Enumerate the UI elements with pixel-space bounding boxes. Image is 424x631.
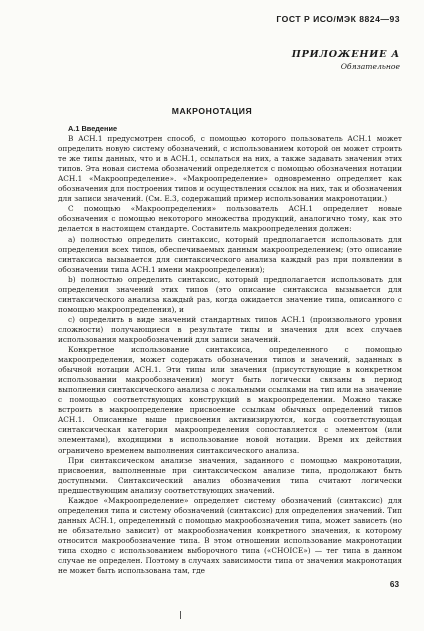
paragraph-macro-definition: С помощью «Макроопределения» пользователь ACH.1 определяет новые обозначения с помощью некоторого множества продукций, аналогично тому, как это делается в настоящем стандарте. Составитель макроопределения должен:: [58, 204, 402, 234]
page-number: 63: [389, 580, 399, 589]
section-heading: А.1 Введение: [68, 124, 118, 133]
paragraph-analysis: При синтаксическом анализе значения, заданного с помощью макронотации, присвоения, выполненные при синтаксическом анализе типа, продолжают быть доступными. Синтаксический анализ обозначения типа считают логически предшествующим анализу соответствующих значений.: [58, 455, 402, 495]
list-item-c: с) определить в виде значений стандартных типов ACH.1 (произвольного уровня сложности) получающиеся в результате типы и значения для всех случаев использования макрообозначений для записи значений.: [58, 314, 402, 344]
list-item-b: b) полностью определить синтаксис, который предполагается использовать для определения значений этих типов (это описание синтаксиса вызывается для синтаксического анализа каждый раз, когда ожидается значение типа, описанного с помощью макроопределения), и: [58, 274, 402, 314]
paragraph-notation: Каждое «Макроопределение» определяет систему обозначений (синтаксис) для определения типа и систему обозначений (синтаксис) для определения значений. Тип данных ACH.1, определенный с помощью макрообозначения типа, может зависеть (но не обязательно зависит) от макрообозначения конкретного значения, к которому относится макрообозначение типа. В этом отношении использование макронотации типа сходно с использованием выборочного типа («CHOICE») — тег типа в данном случае не определен. Поэтому в случаях зависимости типа от значения макронотация не может быть использована там, где: [58, 495, 402, 576]
paragraph-usage: Конкретное использование синтаксиса, определенного с помощью макроопределения, может содержать обозначения типов и значений, заданных в обычной нотации ACH.1. Эти типы или значения (присутствующие в конкретном использовании макрообозначения) могут быть логически связаны в период выполнения синтаксического анализа с локальными ссылками на тип или на значение с помощью соответствующих конструкций в макроопределении. Можно также встроить в макроопределение присвоение ссылкам обычных определений типов ACH.1. Описанные выше присвоения активизируются, когда соответствующая синтаксическая категория макроопределения сопоставляется с элементом (или элементами), входящими в использование новой нотации. Время их действия ограничено временем выполнения синтаксического анализа.: [58, 345, 402, 455]
scan-mark: [180, 611, 181, 619]
appendix-status: Обязательное: [340, 62, 400, 71]
list-item-a: а) полностью определить синтаксис, который предполагается использовать для определения всех типов, обеспечиваемых данным макроопределением; (это описание синтаксиса вызывается для синтаксического анализа каждый раз при появлении в обозначении типа ACH.1 имени макроопределения);: [58, 234, 402, 274]
running-head: ГОСТ Р ИСО/МЭК 8824—93: [276, 14, 400, 24]
appendix-label: [292, 49, 400, 73]
appendix-title: ПРИЛОЖЕНИЕ А: [291, 49, 400, 60]
page-title: МАКРОНОТАЦИЯ: [171, 106, 253, 116]
paragraph-intro: В ACH.1 предусмотрен способ, с помощью которого пользователь ACH.1 может определить новую систему обозначений, с использованием которой он может строить те же типы данных, что и в ACH.1, ссылаться на них, а также задавать значения этих типов. Эта новая система обозначений определяется с помощью обозначения нотации ACH.1 «Макроопределение». «Макроопределение» одновременно определяет как обозначения для построения типов и осуществления ссылок на них, так и обозначения для записи значений. (См. Е.3, содержащий пример использования макронотации.): [58, 134, 402, 204]
body-text: [58, 124, 402, 576]
